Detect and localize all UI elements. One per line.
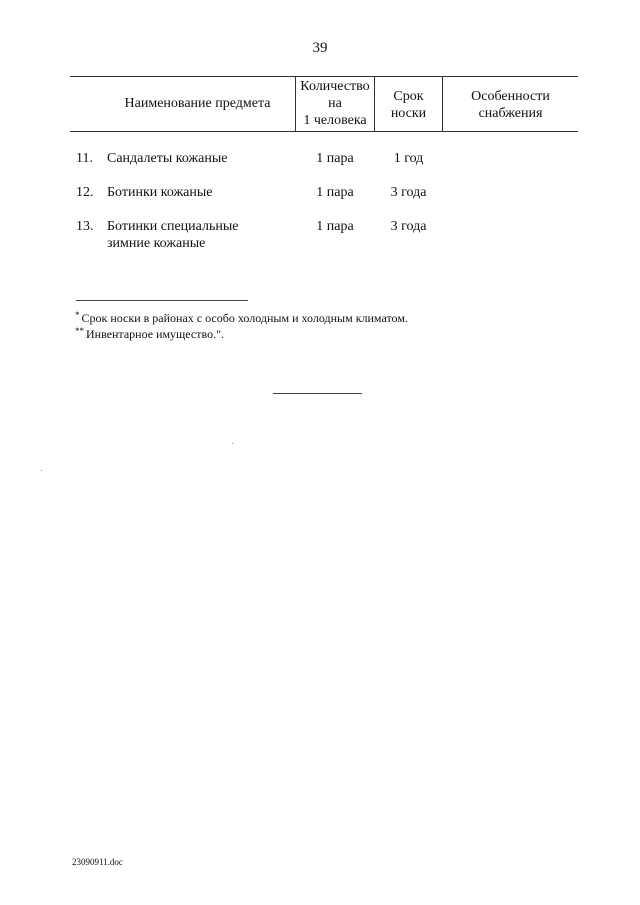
footnote-mark: **	[75, 326, 84, 336]
header-name-text: Наименование предмета	[124, 96, 271, 111]
header-name	[100, 95, 295, 112]
row-term: 3 года	[390, 219, 427, 234]
header-quantity-line-1: Количество	[300, 79, 370, 94]
row-term: 3 года	[390, 185, 427, 200]
table-top-rule	[70, 76, 578, 77]
end-rule	[273, 393, 362, 394]
header-features-line-1: Особенности	[471, 89, 550, 104]
row-number: 11.	[76, 151, 93, 166]
scan-speck	[232, 443, 233, 444]
header-term-line-2: носки	[390, 106, 427, 121]
header-term	[375, 88, 442, 122]
header-quantity	[296, 78, 374, 129]
footnote	[75, 326, 224, 342]
header-quantity-line-3: 1 человека	[303, 113, 367, 128]
row-number: 13.	[76, 219, 94, 234]
footnote-text: Инвентарное имущество.".	[86, 327, 224, 341]
footnote-mark: *	[75, 310, 80, 320]
row-item-name: Сандалеты кожаные	[107, 151, 228, 166]
page-number: 39	[312, 40, 328, 56]
footnote-text: Срок носки в районах с особо холодным и холодным климатом.	[81, 311, 408, 325]
footnote	[75, 310, 408, 326]
row-item-name-line-1: Ботинки специальные	[107, 219, 239, 234]
footer-doc-name: 23090911.doc	[72, 857, 123, 867]
row-quantity: 1 пара	[316, 185, 354, 200]
row-term: 1 год	[393, 151, 424, 166]
row-item-name-line-2: зимние кожаные	[107, 236, 206, 251]
footnote-separator	[76, 300, 248, 301]
row-item-name: Ботинки кожаные	[107, 185, 213, 200]
scan-speck	[41, 470, 42, 471]
table-header-bottom-rule	[70, 131, 578, 132]
header-features-line-2: снабжения	[478, 106, 543, 121]
header-features	[443, 88, 578, 122]
header-term-line-1: Срок	[393, 89, 424, 104]
row-item-name	[107, 218, 238, 252]
row-number: 12.	[76, 185, 94, 200]
row-quantity: 1 пара	[316, 151, 354, 166]
row-quantity: 1 пара	[316, 219, 354, 234]
header-quantity-line-2: на	[328, 96, 342, 111]
